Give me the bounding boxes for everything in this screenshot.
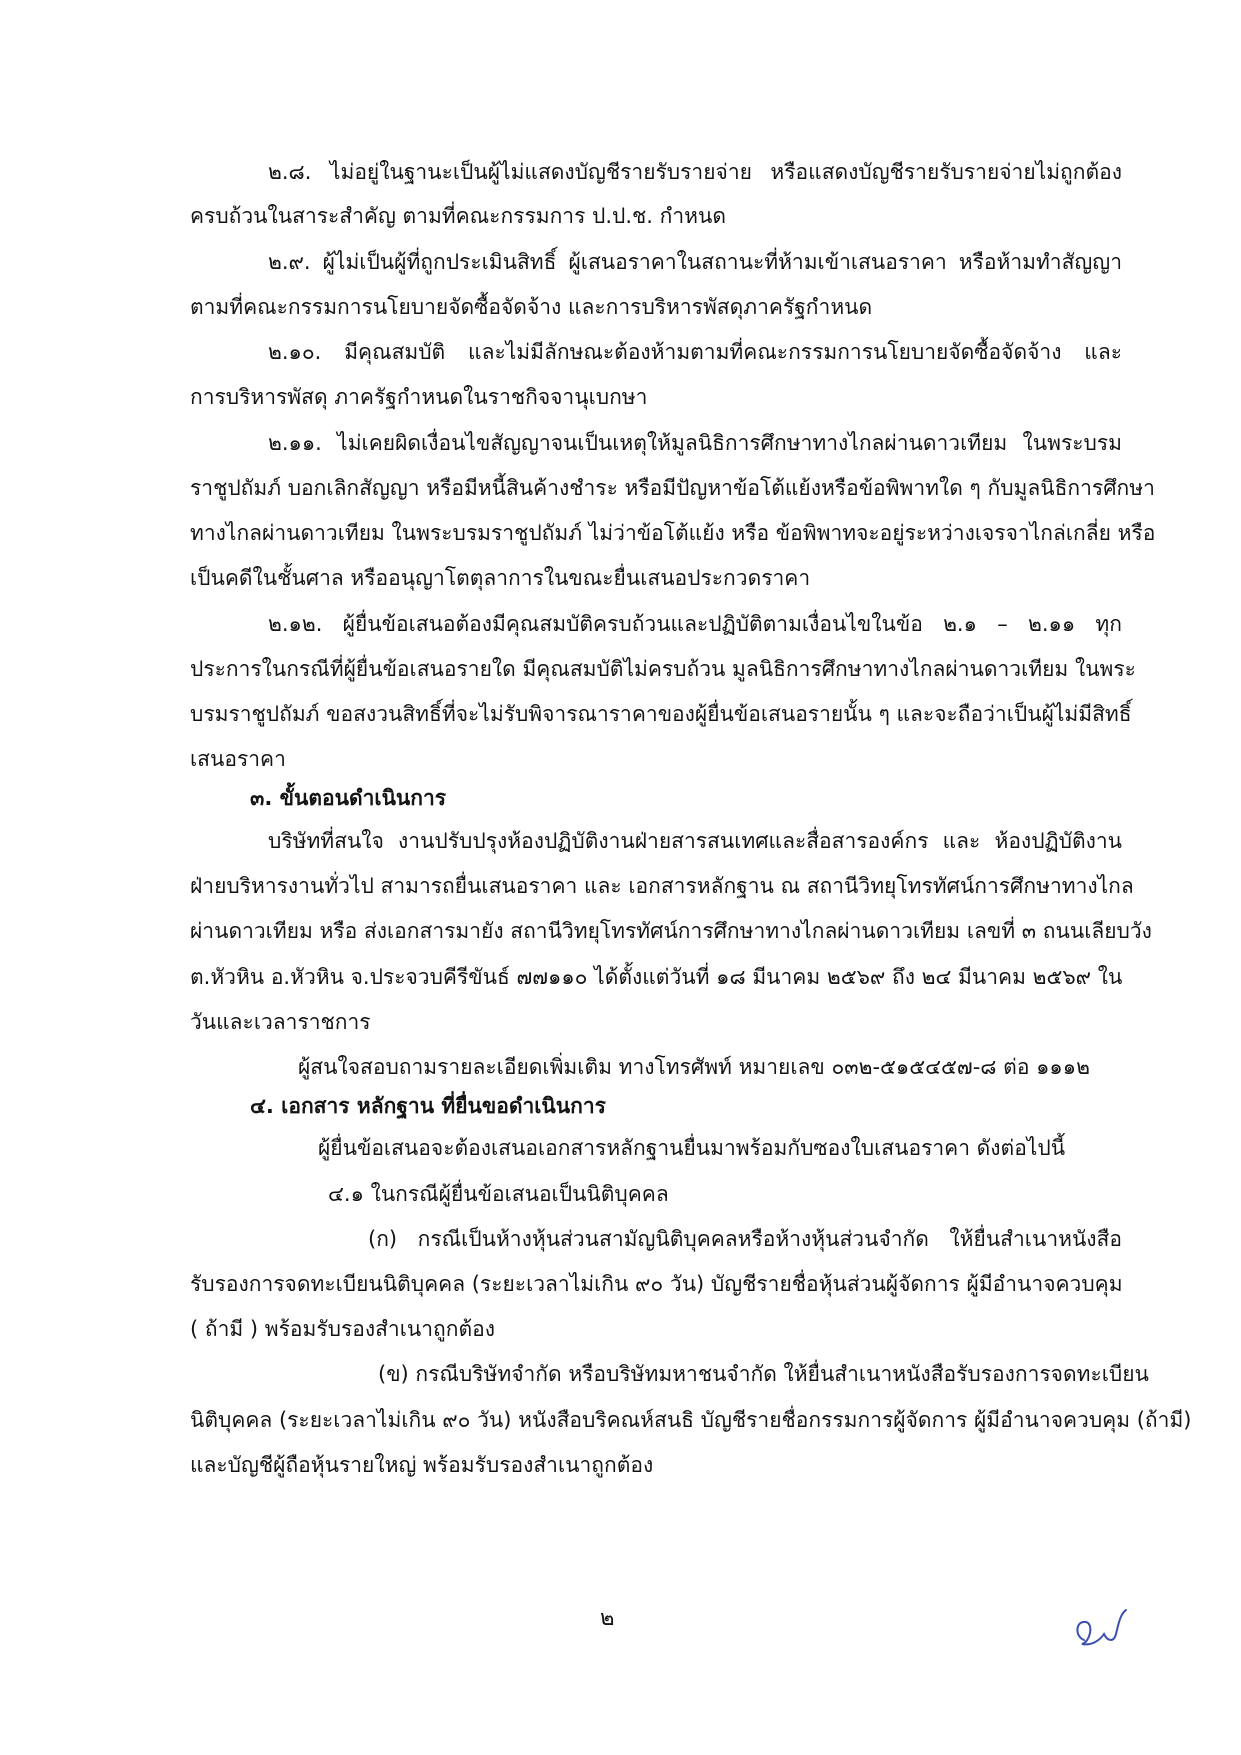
- line-2-12-a: ๒.๑๒. ผู้ยื่นข้อเสนอต้องมีคุณสมบัติครบถ้วนและปฏิบัติตามเงื่อนไขในข้อ ๒.๑ – ๒.๑๑ ทุก: [268, 612, 1122, 636]
- line-2-12-b: ประการในกรณีที่ผู้ยื่นข้อเสนอรายใด มีคุณสมบัติไม่ครบถ้วน มูลนิธิการศึกษาทางไกลผ่านดาวเทียม ในพระ: [190, 657, 1136, 681]
- line-4-1-a-2: รับรองการจดทะเบียนนิติบุคคล (ระยะเวลาไม่เกิน ๙๐ วัน) บัญชีรายชื่อหุ้นส่วนผู้จัดการ ผู้มีอำนาจควบคุม: [190, 1272, 1123, 1296]
- page-number: ๒: [600, 1606, 615, 1631]
- line-2-11-b: ราชูปถัมภ์ บอกเลิกสัญญา หรือมีหนี้สินค้างชำระ หรือมีปัญหาข้อโต้แย้งหรือข้อพิพาทใด ๆ กับมูลนิธิการศึกษา: [190, 476, 1155, 500]
- line-3-b: ฝ่ายบริหารงานทั่วไป สามารถยื่นเสนอราคา และ เอกสารหลักฐาน ณ สถานีวิทยุโทรทัศน์การศึกษาทางไกล: [190, 874, 1134, 898]
- line-2-9-b: ตามที่คณะกรรมการนโยบายจัดซื้อจัดจ้าง และการบริหารพัสดุภาครัฐกำหนด: [190, 295, 873, 319]
- line-4-1-a-3: ( ถ้ามี ) พร้อมรับรองสำเนาถูกต้อง: [190, 1317, 495, 1341]
- section-4-heading: ๔. เอกสาร หลักฐาน ที่ยื่นขอดำเนินการ: [250, 1094, 606, 1118]
- line-2-8-b: ครบถ้วนในสาระสำคัญ ตามที่คณะกรรมการ ป.ป.ช. กำหนด: [190, 204, 726, 228]
- line-4-1-b-1: (ข) กรณีบริษัทจำกัด หรือบริษัทมหาชนจำกัด ให้ยื่นสำเนาหนังสือรับรองการจดทะเบียน: [378, 1362, 1149, 1386]
- signature-initials: [1070, 1600, 1140, 1660]
- line-4-1-b-3: และบัญชีผู้ถือหุ้นรายใหญ่ พร้อมรับรองสำเนาถูกต้อง: [190, 1453, 654, 1477]
- section-3-heading: ๓. ขั้นตอนดำเนินการ: [250, 786, 447, 810]
- line-2-10-a: ๒.๑๐. มีคุณสมบัติ และไม่มีลักษณะต้องห้ามตามที่คณะกรรมการนโยบายจัดซื้อจัดจ้าง และ: [268, 340, 1122, 364]
- line-4-intro: ผู้ยื่นข้อเสนอจะต้องเสนอเอกสารหลักฐานยื่นมาพร้อมกับซองใบเสนอราคา ดังต่อไปนี้: [318, 1136, 1066, 1160]
- line-3-e: วันและเวลาราชการ: [190, 1010, 371, 1034]
- line-2-11-d: เป็นคดีในชั้นศาล หรืออนุญาโตตุลาการในขณะยื่นเสนอประกวดราคา: [190, 566, 811, 590]
- line-3-a: บริษัทที่สนใจ งานปรับปรุงห้องปฏิบัติงานฝ่ายสารสนเทศและสื่อสารองค์กร และ ห้องปฏิบัติงาน: [268, 829, 1122, 853]
- line-4-1: ๔.๑ ในกรณีผู้ยื่นข้อเสนอเป็นนิติบุคคล: [328, 1182, 669, 1206]
- line-2-11-c: ทางไกลผ่านดาวเทียม ในพระบรมราชูปถัมภ์ ไม่ว่าข้อโต้แย้ง หรือ ข้อพิพาทจะอยู่ระหว่างเจรจาไกล่เกลี่ย หรือ: [190, 521, 1156, 545]
- line-3-c: ผ่านดาวเทียม หรือ ส่งเอกสารมายัง สถานีวิทยุโทรทัศน์การศึกษาทางไกลผ่านดาวเทียม เลขที่ ๓ ถนนเลียบวัง: [190, 919, 1152, 943]
- line-4-1-b-2: นิติบุคคล (ระยะเวลาไม่เกิน ๙๐ วัน) หนังสือบริคณห์สนธิ บัญชีรายชื่อกรรมการผู้จัดการ ผู้มีอำนาจควบคุม (ถ้ามี): [190, 1408, 1192, 1432]
- line-3-d: ต.หัวหิน อ.หัวหิน จ.ประจวบคีรีขันธ์ ๗๗๑๑๐ ได้ตั้งแต่วันที่ ๑๘ มีนาคม ๒๕๖๙ ถึง ๒๔ มีนาคม ๒๕๖๙ ใน: [190, 965, 1123, 989]
- line-4-1-a-1: (ก) กรณีเป็นห้างหุ้นส่วนสามัญนิติบุคคลหรือห้างหุ้นส่วนจำกัด ให้ยื่นสำเนาหนังสือ: [368, 1227, 1122, 1251]
- line-2-12-c: บรมราชูปถัมภ์ ขอสงวนสิทธิ์ที่จะไม่รับพิจารณาราคาของผู้ยื่นข้อเสนอรายนั้น ๆ และจะถือว่าเป็นผู้ไม่มีสิทธิ์: [190, 702, 1132, 726]
- line-2-8-a: ๒.๘. ไม่อยู่ในฐานะเป็นผู้ไม่แสดงบัญชีรายรับรายจ่าย หรือแสดงบัญชีรายรับรายจ่ายไม่ถูกต้อง: [268, 160, 1122, 184]
- line-3-contact: ผู้สนใจสอบถามรายละเอียดเพิ่มเติม ทางโทรศัพท์ หมายเลข ๐๓๒-๕๑๕๔๕๗-๘ ต่อ ๑๑๑๒: [298, 1055, 1090, 1079]
- line-2-12-d: เสนอราคา: [190, 747, 286, 771]
- line-2-11-a: ๒.๑๑. ไม่เคยผิดเงื่อนไขสัญญาจนเป็นเหตุให้มูลนิธิการศึกษาทางไกลผ่านดาวเทียม ในพระบรม: [268, 431, 1122, 455]
- line-2-9-a: ๒.๙. ผู้ไม่เป็นผู้ที่ถูกประเมินสิทธิ์ ผู้เสนอราคาในสถานะที่ห้ามเข้าเสนอราคา หรือห้ามทำสัญญา: [268, 250, 1122, 274]
- line-2-10-b: การบริหารพัสดุ ภาครัฐกำหนดในราชกิจจานุเบกษา: [190, 385, 648, 409]
